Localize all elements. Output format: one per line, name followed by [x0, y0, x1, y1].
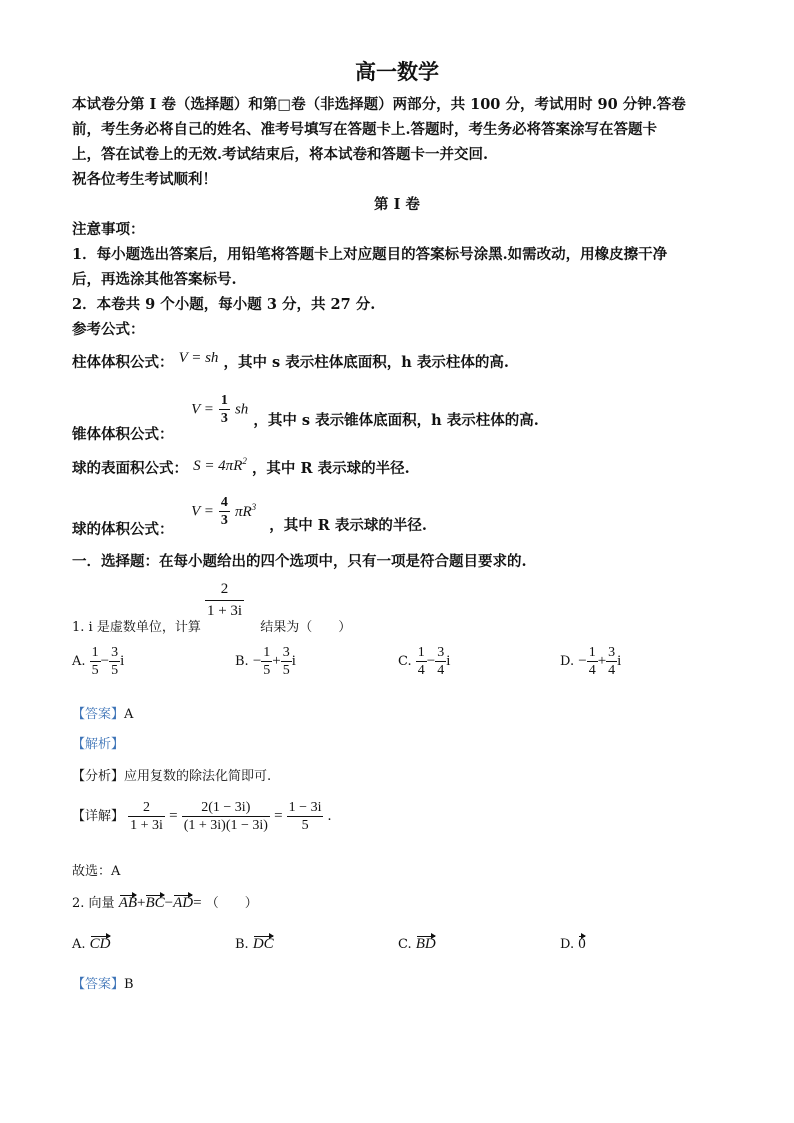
- option-fraction-1: [587, 645, 598, 678]
- sphere-volume-lhs: V =: [191, 503, 214, 520]
- sphere-volume-row: [72, 495, 427, 538]
- q1-analysis-tag: 【解析】: [72, 737, 125, 752]
- option-label: C.: [398, 937, 412, 952]
- notice-item-1-line-1: 1．每小题选出答案后，用铅笔将答题卡上对应题目的答案标号涂黑.如需改动，用橡皮擦干净: [72, 246, 668, 263]
- option-label: D.: [560, 654, 575, 669]
- prism-formula: V = sh: [178, 350, 219, 366]
- option-vector: DC: [253, 933, 274, 953]
- q2-option-d[interactable]: [560, 933, 586, 953]
- q2-answer-row: [72, 973, 134, 992]
- q1-option-a[interactable]: [72, 645, 124, 678]
- cone-denominator: 3: [220, 411, 228, 426]
- q1-option-d[interactable]: [560, 645, 621, 678]
- option-fraction-2: [281, 645, 292, 678]
- question-1-prefix: 1. i 是虚数单位，计算: [72, 620, 201, 635]
- denominator: 1 + 3i: [130, 818, 163, 833]
- prism-formula-row: [72, 351, 509, 372]
- denominator: 5: [282, 663, 290, 678]
- cone-fraction: [219, 393, 230, 426]
- prism-text: ，其中 s 表示柱体底面积，h 表示柱体的高.: [223, 354, 509, 371]
- option-operator: +: [597, 653, 607, 669]
- option-imaginary-unit: i: [617, 653, 622, 669]
- option-zero-vector: 0: [578, 933, 586, 953]
- notice-heading: 注意事项：: [72, 221, 145, 238]
- answer-tag: 【答案】: [72, 707, 125, 722]
- sphere-volume-denominator: 3: [220, 513, 228, 528]
- intro-line-4: 祝各位考生考试顺利！: [72, 171, 217, 188]
- part1-heading: 一．选择题：在每小题给出的四个选项中，只有一项是符合题目要求的.: [72, 553, 527, 570]
- option-imaginary-unit: i: [291, 653, 296, 669]
- option-label: A.: [72, 937, 86, 952]
- question-1-suffix: 结果为（ ）: [260, 620, 352, 635]
- option-sign: −: [578, 653, 587, 669]
- numerator: 3: [111, 645, 119, 660]
- question-2-prefix: 2. 向量: [72, 896, 115, 911]
- option-vector: CD: [90, 933, 111, 953]
- numerator: 3: [608, 645, 616, 660]
- cone-label: 锥体体积公式：: [72, 426, 174, 443]
- denominator: 4: [417, 663, 425, 678]
- q2-option-b[interactable]: [235, 933, 274, 953]
- q2-option-c[interactable]: [398, 933, 436, 953]
- answer-value: B: [124, 977, 134, 992]
- cone-rhs: sh: [234, 401, 249, 418]
- q1-option-c[interactable]: [398, 645, 450, 678]
- equals-sign: =: [193, 895, 202, 911]
- denominator: 5: [263, 663, 271, 678]
- cone-text: ，其中 s 表示锥体底面积，h 表示柱体的高.: [253, 411, 539, 429]
- option-fraction-1: [416, 645, 427, 678]
- q1-detail-row: [72, 800, 331, 833]
- q1-answer-row: [72, 703, 133, 722]
- option-operator: −: [100, 653, 110, 669]
- cone-formula-row: [72, 393, 539, 443]
- page-title: 高一数学: [355, 59, 439, 84]
- detail-tag: 【详解】: [72, 809, 125, 824]
- option-label: B.: [235, 654, 249, 669]
- option-operator: +: [272, 653, 281, 669]
- sphere-volume-rhs: [234, 501, 257, 520]
- intro-line-1: 本试卷分第 I 卷（选择题）和第□卷（非选择题）两部分，共 100 分，考试用时 90 分钟.答卷: [72, 96, 686, 113]
- sphere-area-row: [72, 457, 410, 478]
- denominator: 4: [437, 663, 445, 678]
- vector-ad: AD: [173, 892, 193, 912]
- minus-sign: −: [164, 895, 174, 911]
- question-1-numerator: 2: [205, 580, 244, 601]
- option-label: B.: [235, 937, 249, 952]
- sphere-volume-text: ，其中 R 表示球的半径.: [269, 516, 427, 534]
- option-label: D.: [560, 937, 575, 952]
- numerator: 3: [282, 645, 290, 660]
- option-fraction-2: [435, 645, 446, 678]
- sphere-volume-fraction: [219, 495, 230, 528]
- q1-fenxi-row: [72, 765, 271, 784]
- option-operator: −: [426, 653, 436, 669]
- sphere-area-text: ，其中 R 表示球的半径.: [251, 460, 410, 477]
- cone-lhs: V =: [191, 401, 214, 418]
- option-fraction-1: [261, 645, 272, 678]
- cone-numerator: 1: [220, 393, 228, 408]
- numerator: 1: [263, 645, 271, 660]
- detail-fraction-3: [287, 800, 324, 833]
- sphere-volume-label: 球的体积公式：: [72, 520, 174, 538]
- period: .: [327, 808, 332, 824]
- numerator: 1: [588, 645, 596, 660]
- sphere-area-formula: [193, 458, 247, 474]
- numerator: 1: [91, 645, 99, 660]
- fenxi-tag: 【分析】: [72, 769, 125, 784]
- section-title: 第 I 卷: [374, 196, 420, 213]
- denominator: 5: [91, 663, 99, 678]
- numerator: 2(1 − 3i): [182, 800, 270, 817]
- option-imaginary-unit: i: [446, 653, 451, 669]
- numerator: 3: [437, 645, 445, 660]
- question-2-suffix: （ ）: [205, 896, 258, 911]
- equals-sign: =: [274, 808, 283, 824]
- notice-item-1-line-2: 后，再选涂其他答案标号.: [72, 271, 237, 288]
- sphere-volume-rhs-text: πR: [234, 503, 252, 520]
- q2-option-a[interactable]: [72, 933, 111, 953]
- sphere-volume-exponent: 3: [251, 501, 257, 512]
- equals-sign: =: [169, 808, 178, 824]
- option-sign: −: [252, 653, 262, 669]
- question-1-stem: [72, 580, 352, 635]
- fenxi-text: 应用复数的除法化简即可.: [124, 769, 272, 784]
- denominator: (1 + 3i)(1 − 3i): [183, 818, 268, 833]
- sphere-area-label: 球的表面积公式：: [72, 460, 188, 477]
- denominator: 4: [608, 663, 616, 678]
- denominator: 4: [588, 663, 596, 678]
- option-fraction-2: [109, 645, 120, 678]
- formulas-heading: 参考公式：: [72, 321, 145, 338]
- vector-bc: BC: [145, 892, 164, 912]
- option-fraction-2: [606, 645, 617, 678]
- question-1-denominator: 1 + 3i: [206, 603, 243, 619]
- prism-label: 柱体体积公式：: [72, 354, 174, 371]
- option-label: C.: [398, 654, 412, 669]
- vector-ab: AB: [119, 892, 137, 912]
- intro-line-3: 上，答在试卷上的无效.考试结束后，将本试卷和答题卡一并交回.: [72, 146, 489, 163]
- option-fraction-1: [90, 645, 101, 678]
- q1-option-b[interactable]: [235, 645, 296, 678]
- q1-choice-text: 故选：A: [72, 864, 121, 879]
- sphere-volume-numerator: 4: [220, 495, 228, 510]
- denominator: 5: [111, 663, 119, 678]
- plus-sign: +: [137, 895, 146, 911]
- answer-tag: 【答案】: [72, 977, 125, 992]
- intro-line-2: 前，考生务必将自己的姓名、准考号填写在答题卡上.答题时，考生务必将答案涂写在答题卡: [72, 121, 658, 138]
- answer-value: A: [124, 707, 134, 722]
- detail-fraction-1: [128, 800, 165, 833]
- notice-item-2: 2．本卷共 9 个小题，每小题 3 分，共 27 分.: [72, 296, 376, 313]
- option-label: A.: [72, 654, 86, 669]
- numerator: 1: [417, 645, 425, 660]
- detail-fraction-2: [182, 800, 270, 833]
- question-2-stem: [72, 892, 258, 912]
- sphere-area-formula-text: S = 4πR: [193, 458, 243, 474]
- denominator: 5: [301, 818, 309, 833]
- option-imaginary-unit: i: [120, 653, 125, 669]
- option-vector: BD: [416, 933, 436, 953]
- numerator: 2: [128, 800, 165, 817]
- sphere-area-exponent: 2: [242, 456, 247, 466]
- question-1-fraction: [205, 580, 244, 621]
- numerator: 1 − 3i: [288, 800, 322, 815]
